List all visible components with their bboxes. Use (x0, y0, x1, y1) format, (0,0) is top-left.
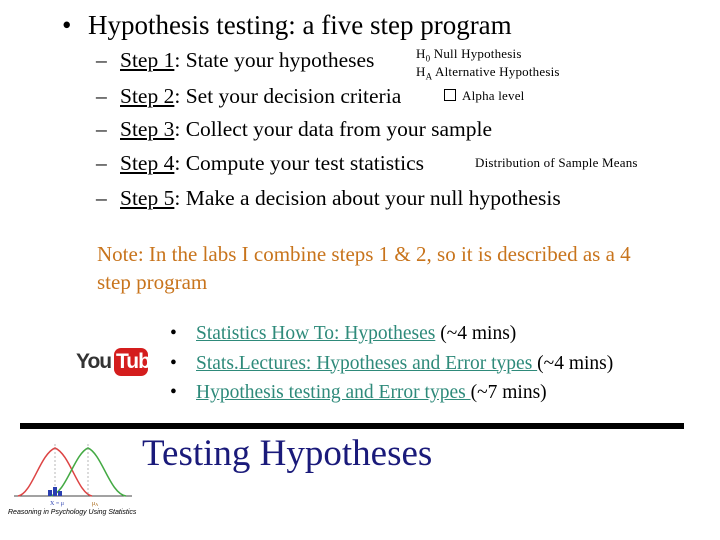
link-hypothesis-testing[interactable]: Hypothesis testing and Error types (196, 382, 471, 403)
h0-subscript: 0 (425, 53, 431, 64)
link-bullet: • (170, 323, 177, 344)
youtube-tube: Tube (116, 350, 161, 373)
step-1 (96, 48, 374, 73)
ha-annotation (416, 64, 560, 82)
ha-letter: H (416, 64, 426, 79)
list-item (170, 382, 613, 412)
step-3 (96, 117, 492, 142)
list-item (170, 353, 613, 383)
link-bullet: • (170, 382, 177, 403)
step-desc: : Set your decision criteria (174, 84, 402, 108)
ha-subscript: A (425, 71, 433, 82)
list-item (170, 323, 613, 353)
link-duration: (~4 mins) (435, 323, 517, 344)
ha-text: Alternative Hypothesis (435, 64, 560, 79)
step-label: Step 5 (120, 186, 175, 210)
footer-title: Testing Hypotheses (142, 433, 433, 474)
graph-label-right: μA (92, 501, 99, 507)
bullet-marker: • (62, 10, 72, 40)
link-bullet: • (170, 352, 177, 374)
step-dash: – (96, 151, 107, 175)
step-desc: : Compute your test statistics (174, 151, 424, 175)
step-2 (96, 84, 401, 109)
step-label: Step 3 (120, 117, 175, 141)
step-dash: – (96, 48, 107, 72)
main-bullet-text: Hypothesis testing: a five step program (88, 10, 512, 40)
step-4 (96, 151, 424, 176)
step-desc: : Make a decision about your null hypothesis (174, 186, 561, 210)
video-links (170, 323, 613, 412)
sample-bar (58, 491, 62, 496)
step-5 (96, 186, 561, 211)
distribution-annotation: Distribution of Sample Means (475, 155, 638, 170)
step-dash: – (96, 186, 107, 210)
footer-divider (20, 423, 684, 429)
footer-caption: Reasoning in Psychology Using Statistics (8, 509, 137, 516)
h0-letter: H (416, 46, 426, 61)
sample-bar (48, 490, 52, 496)
youtube-logo-icon (76, 348, 161, 378)
step-dash: – (96, 84, 107, 108)
graph-label-left: X = μ (50, 501, 64, 507)
step-label: Step 4 (120, 151, 175, 175)
step-label: Step 1 (120, 48, 175, 72)
main-bullet (62, 10, 512, 41)
step-desc: : State your hypotheses (174, 48, 375, 72)
link-duration: (~4 mins) (537, 352, 614, 374)
link-stats-lectures[interactable]: Stats.Lectures: Hypotheses and Error types (196, 352, 538, 374)
alpha-annotation (444, 88, 524, 104)
h0-text: Null Hypothesis (433, 46, 522, 61)
sample-bar (53, 487, 57, 496)
alpha-text: Alpha level (462, 88, 525, 103)
note-text: Note: In the labs I combine steps 1 & 2, so it is described as a 4 step program (97, 242, 631, 294)
link-duration: (~7 mins) (470, 382, 547, 403)
youtube-tube-box (114, 348, 161, 376)
link-statistics-how-to[interactable]: Statistics How To: Hypotheses (196, 323, 436, 344)
step-desc: : Collect your data from your sample (174, 117, 492, 141)
distribution-graph-icon (10, 432, 136, 510)
alpha-symbol-icon (444, 89, 456, 101)
h0-annotation (416, 46, 522, 64)
step-dash: – (96, 117, 107, 141)
step-label: Step 2 (120, 84, 175, 108)
youtube-you: You (76, 350, 112, 373)
